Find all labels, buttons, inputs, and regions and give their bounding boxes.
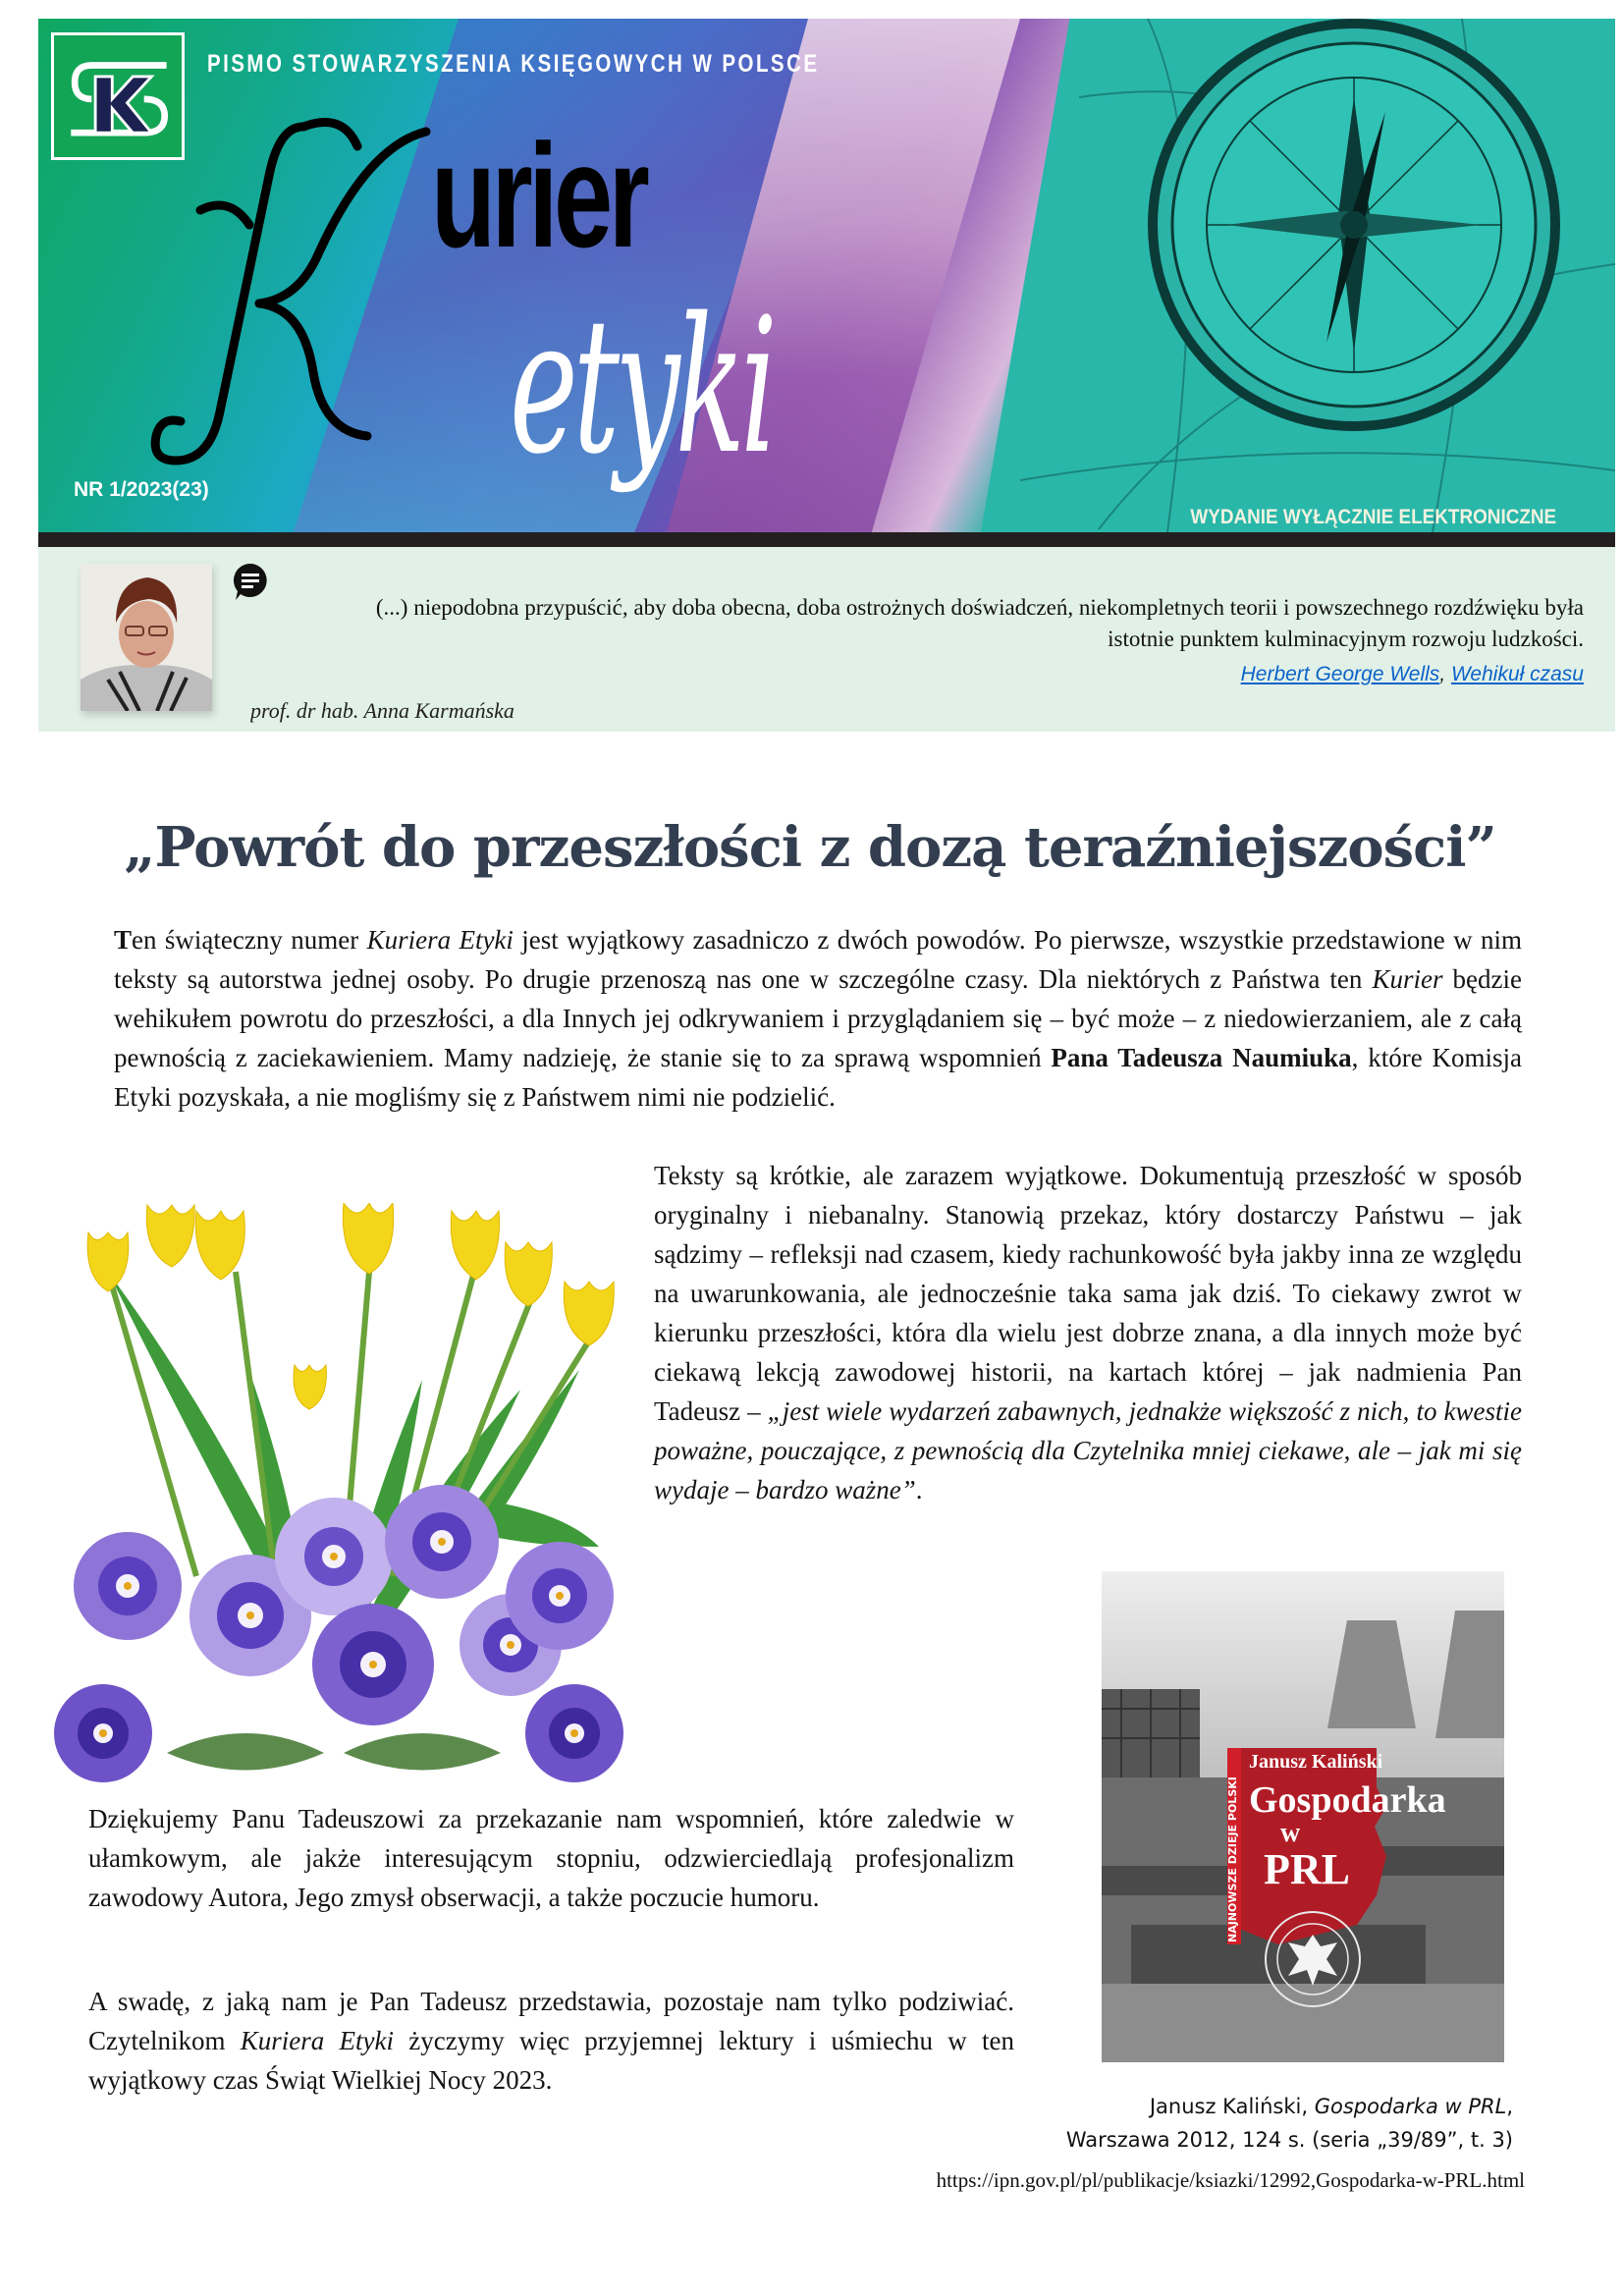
text-run: jest wyjątkowy zasadniczo z dwóch powodów. Po pierwsze, wszystkie przedstawione w nim teksty są autorstwa jednej osoby. Po drugie przenoszą nas one w szczególne czasy. Dla niektórych z Państwa ten — [114, 925, 1522, 994]
quote-panel-author: prof. dr hab. Anna Karmańska — [250, 698, 514, 723]
book-cover — [1102, 1571, 1504, 2062]
cover-title-line1: Gospodarka — [1249, 1779, 1446, 1821]
book-caption — [1066, 2090, 1513, 2157]
text-run: , które Komisja Etyki pozyskała, a nie mogliśmy się z Państwem nimi nie podzielić. — [114, 1043, 1522, 1112]
author-portrait — [81, 564, 212, 711]
text-run: Teksty są krótkie, ale zarazem wyjątkowe. Dokumentują przeszłość w sposób oryginalny i niebanalny. Stanowią przekaz, który dostarczy Państwu – jak sądzimy – refleksji nad czasem, kiedy rachunkowość była jakby inna ze względu na uwarunkowania, ale jednocześnie taka sama jak dziś. To ciekawy zwrot w kierunku przeszłości, która dla wielu jest dobrze znana, a dla innych może być ciekawą lekcją zawodowej historii, na kartach której – jak nadmienia Pan Tadeusz – — [654, 1161, 1522, 1426]
masthead-banner — [38, 19, 1615, 532]
cover-title-line3: PRL — [1264, 1845, 1350, 1893]
cover-author-text: Janusz Kaliński — [1249, 1751, 1383, 1773]
pansy-leaves — [167, 1733, 501, 1771]
text-run-bold: Pana Tadeusza Naumiuka — [1051, 1043, 1352, 1072]
article-paragraph-thanks: Dziękujemy Panu Tadeuszowi za przekazanie nam wspomnień, które zaledwie w ułamkowym, ale jakże interesującym stopniu, odzwierciedlają profesjonalizm zawodowy Autora, Jego zmysł obserwacji, a także poczucie humoru. — [88, 1804, 1014, 1912]
book-caption-line2: Warszawa 2012, 124 s. (seria „39/89”, t. 3) — [1065, 2128, 1513, 2152]
quote-source-title-link[interactable]: Wehikuł czasu — [1450, 663, 1584, 685]
masthead-title-kurier: urier — [431, 113, 646, 278]
header-divider — [38, 532, 1615, 547]
quote-source-separator: , — [1439, 663, 1451, 685]
caption-author: Janusz Kaliński, — [1149, 2095, 1315, 2118]
text-run-italic: Kurier — [1372, 964, 1443, 994]
article-title: „Powrót do przeszłości z dozą teraźniejszości” — [124, 815, 1496, 880]
article-paragraph-closing — [88, 1982, 1014, 2100]
quote-source-author-link[interactable]: Herbert George Wells — [1240, 663, 1440, 685]
easter-flowers-illustration — [49, 1203, 628, 1787]
compass-icon — [1153, 24, 1555, 426]
masthead-initial-k-logo — [132, 87, 446, 480]
source-url[interactable]: https://ipn.gov.pl/pl/publikacje/ksiazki/12992,Gospodarka-w-PRL.html — [936, 2168, 1525, 2192]
publisher-tagline: PISMO STOWARZYSZENIA KSIĘGOWYCH W POLSCE — [207, 50, 820, 78]
quote-text: (...) niepodobna przypuścić, aby doba obecna, doba ostrożnych doświadczeń, niekompletnych teorii i powszechnego rozdźwięku była istotnie punktem kulminacyjnym rozwoju ludzkości. — [375, 595, 1584, 651]
cover-series-text: NAJNOWSZE DZIEJE POLSKI — [1226, 1777, 1239, 1942]
text-run: będzie wehikułem powrotu do przeszłości, a dla Innych jej odkrywaniem i przyglądaniem się – być może – z niedowierzaniem, ale z całą pewnością z zaciekawieniem. Mamy nadzieję, że stanie się to za sprawą wspomnień — [114, 964, 1522, 1072]
text-run-italic: Kuriera Etyki — [366, 925, 514, 955]
edition-label: WYDANIE WYŁĄCZNIE ELEKTRONICZNE — [1190, 506, 1556, 528]
intro-initial: T — [114, 925, 133, 955]
text-run-italic: „jest wiele wydarzeń zabawnych, jednakże większość z nich, to kwestie poważne, pouczające, z pewnością dla Czytelnika mniej ciekawe, ale – jak mi się wydaje – bardzo ważne” — [654, 1396, 1522, 1504]
quote-panel — [38, 547, 1615, 732]
caption-title: Gospodarka w PRL — [1314, 2095, 1507, 2118]
issue-number: NR 1/2023(23) — [74, 478, 209, 501]
book-caption-line1 — [1066, 2090, 1513, 2123]
article-paragraph-intro — [114, 920, 1522, 1117]
text-run: życzymy więc przyjemnej lektury i uśmiechu w ten wyjątkowy czas Świąt Wielkiej Nocy 2023. — [88, 2026, 1015, 2095]
cover-title-line2: w — [1280, 1818, 1301, 1848]
text-run: en świąteczny numer — [132, 925, 367, 955]
text-run: . — [915, 1475, 923, 1504]
text-run: A swadę, z jaką nam je Pan Tadeusz przedstawia, pozostaje nam tylko podziwiać. Czytelnikom — [88, 1987, 1014, 2055]
quote-source — [1241, 661, 1584, 688]
text-run-italic: Kuriera Etyki — [240, 2026, 395, 2055]
caption-punctuation: , — [1506, 2095, 1513, 2118]
masthead-title-etyki: etyki — [510, 278, 773, 495]
article-paragraph-texts — [654, 1156, 1522, 1509]
comment-icon[interactable] — [231, 562, 270, 601]
